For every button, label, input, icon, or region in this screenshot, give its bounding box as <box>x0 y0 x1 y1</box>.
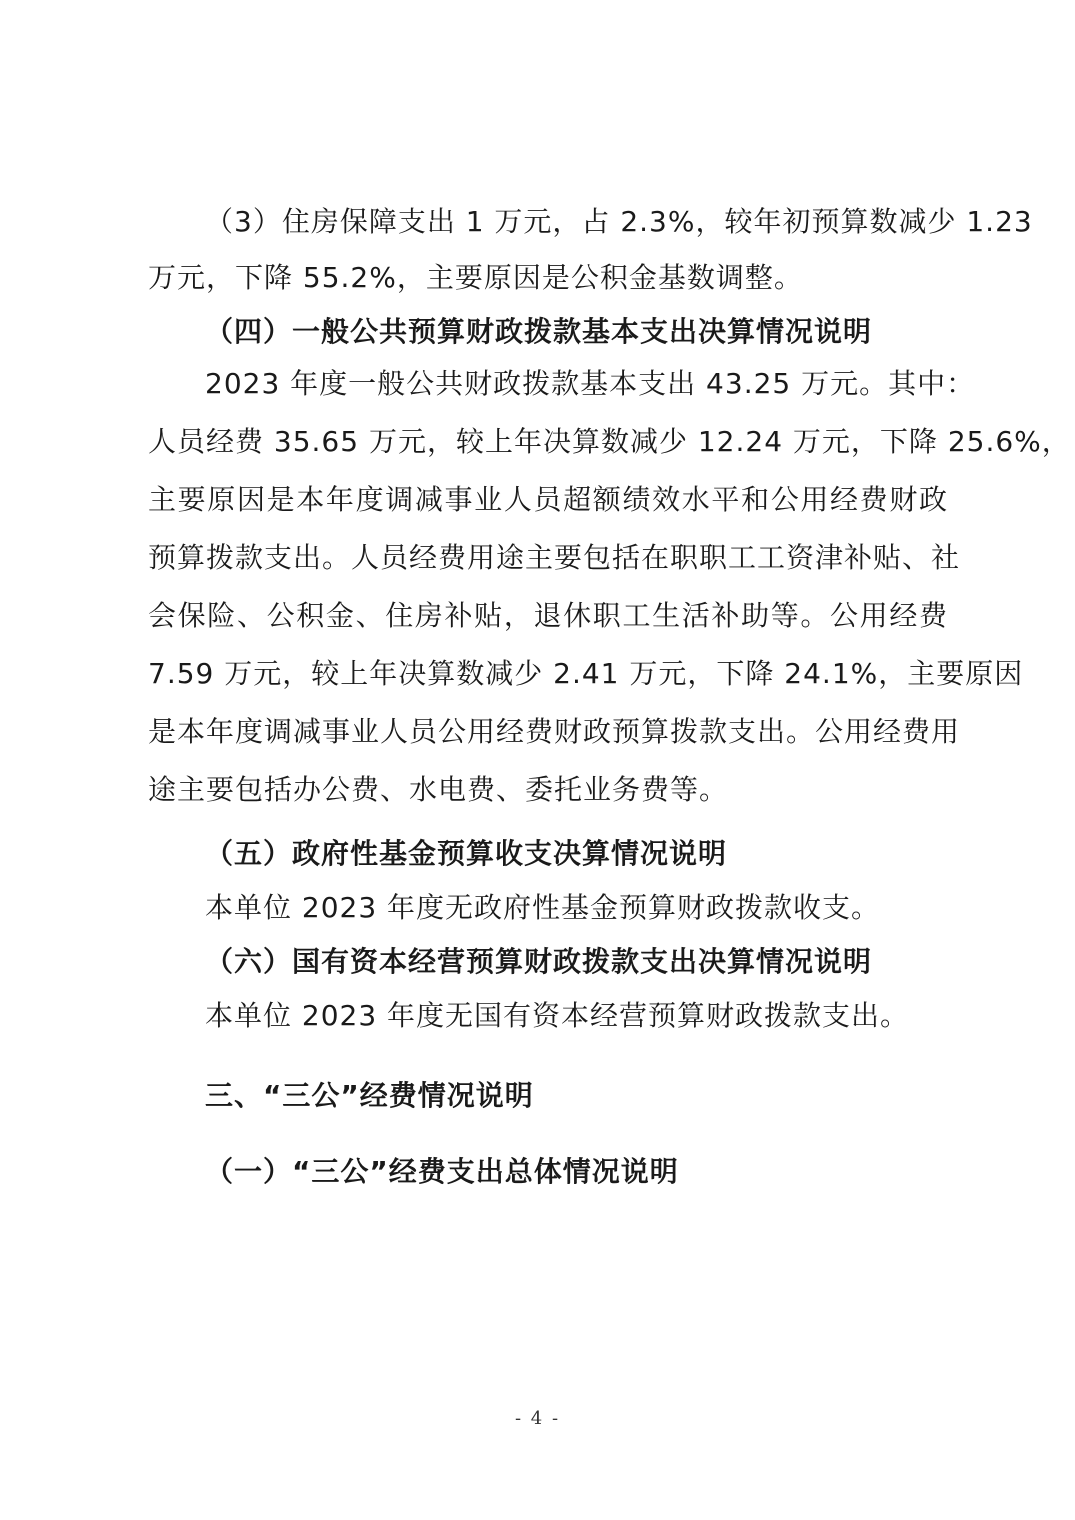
paragraph-line: 主要原因是本年度调减事业人员超额绩效水平和公用经费财政 <box>148 483 948 516</box>
paragraph-line: 7.59 万元，较上年决算数减少 2.41 万元，下降 24.1%，主要原因 <box>148 657 1024 690</box>
section-heading: （六）国有资本经营预算财政拨款支出决算情况说明 <box>205 945 873 978</box>
chapter-heading: 三、“三公”经费情况说明 <box>205 1079 534 1112</box>
paragraph-line: 本单位 2023 年度无国有资本经营预算财政拨款支出。 <box>205 999 910 1032</box>
paragraph-line: 预算拨款支出。人员经费用途主要包括在职职工工资津补贴、社 <box>148 541 961 574</box>
paragraph-line: 2023 年度一般公共财政拨款基本支出 43.25 万元。其中： <box>205 367 976 400</box>
paragraph-line: 是本年度调减事业人员公用经费财政预算拨款支出。公用经费用 <box>148 715 961 748</box>
paragraph-line: 本单位 2023 年度无政府性基金预算财政拨款收支。 <box>205 891 881 924</box>
section-heading: （一）“三公”经费支出总体情况说明 <box>205 1155 679 1188</box>
page-number: - 4 - <box>514 1408 561 1429</box>
paragraph-line: 人员经费 35.65 万元，较上年决算数减少 12.24 万元，下降 25.6%， <box>148 425 1071 458</box>
paragraph-line: 万元，下降 55.2%，主要原因是公积金基数调整。 <box>148 261 803 294</box>
paragraph-line: 途主要包括办公费、水电费、委托业务费等。 <box>148 773 729 806</box>
section-heading: （五）政府性基金预算收支决算情况说明 <box>205 837 728 870</box>
paragraph-line: （3）住房保障支出 1 万元，占 2.3%，较年初预算数减少 1.23 <box>205 205 1033 238</box>
section-heading: （四）一般公共预算财政拨款基本支出决算情况说明 <box>205 315 873 348</box>
paragraph-line: 会保险、公积金、住房补贴，退休职工生活补助等。公用经费 <box>148 599 948 632</box>
